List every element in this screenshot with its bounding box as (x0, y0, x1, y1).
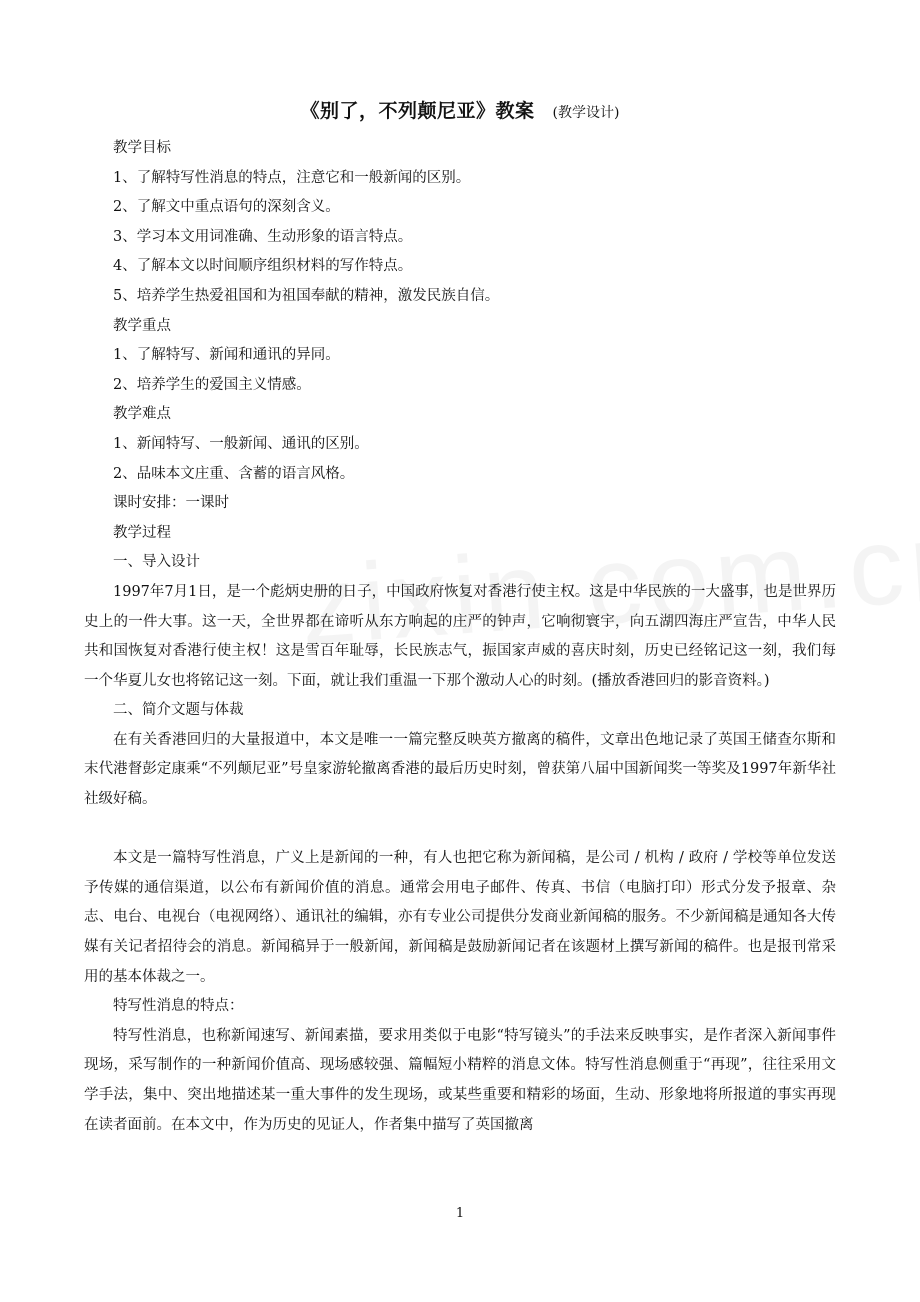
focus-item: 2、培养学生的爱国主义情感。 (113, 376, 311, 393)
genre-paragraph: 在有关香港回归的大量报道中，本文是唯一一篇完整反映英方撤离的稿件，文章出色地记录了英国王储查尔斯和末代港督彭定康乘“不列颠尼亚”号皇家游轮撤离香港的最后历史时刻，曾获第八届中国新闻奖一等奖及1997年新华社社级好稿。 (84, 731, 836, 808)
heading-teaching-goals: 教学目标 (113, 140, 171, 156)
goal-item: 4、了解本文以时间顺序组织材料的写作特点。 (113, 258, 413, 275)
title-row (0, 96, 920, 123)
difficulty-item: 1、新闻特写、一般新闻、通讯的区别。 (113, 435, 369, 452)
focus-item: 1、了解特写、新闻和通讯的异同。 (113, 347, 340, 364)
goal-item: 3、学习本文用词准确、生动形象的语言特点。 (113, 228, 413, 245)
goal-item: 5、培养学生热爱祖国和为祖国奉献的精神，激发民族自信。 (113, 287, 500, 304)
section-intro-heading: 一、导入设计 (113, 554, 200, 571)
document-body (84, 134, 836, 1140)
heading-teaching-difficulty: 教学难点 (113, 406, 171, 423)
goal-item: 1、了解特写性消息的特点，注意它和一般新闻的区别。 (113, 169, 471, 186)
section-genre-heading: 二、简介文题与体裁 (113, 702, 244, 719)
document-title: 《别了，不列颠尼亚》教案 (300, 100, 535, 122)
goal-item: 2、了解文中重点语句的深刻含义。 (113, 199, 340, 216)
feature-news-paragraph: 特写性消息，也称新闻速写、新闻素描，要求用类似于电影“特写镜头”的手法来反映事实，是作者深入新闻事件现场，采写制作的一种新闻价值高、现场感较强、篇幅短小精粹的消息文体。特写性消息侧重于“再现”，往往采用文学手法，集中、突出地描述某一重大事件的发生现场，或某些重要和精彩的场面，生动、形象地将所报道的事实再现在读者面前。在本文中，作为历史的见证人，作者集中描写了英国撤离 (84, 1027, 836, 1133)
heading-teaching-process: 教学过程 (113, 524, 171, 541)
page-number: 1 (455, 1206, 465, 1221)
press-release-paragraph: 本文是一篇特写性消息，广义上是新闻的一种，有人也把它称为新闻稿，是公司 / 机构 / 政府 / 学校等单位发送予传媒的通信渠道，以公布有新闻价值的消息。通常会用电子邮件、传真、书信（电脑打印）形式分发予报章、杂志、电台、电视台（电视网络）、通讯社的编辑，亦有专业公司提供分发商业新闻稿的服务。不少新闻稿是通知各大传媒有关记者招待会的消息。新闻稿异于一般新闻，新闻稿是鼓励新闻记者在该题材上撰写新闻的稿件。也是报刊常采用的基本体裁之一。 (84, 850, 836, 985)
intro-paragraph: 1997年7月1日，是一个彪炳史册的日子，中国政府恢复对香港行使主权。这是中华民族的一大盛事，也是世界历史上的一件大事。这一天，全世界都在谛听从东方响起的庄严的钟声，它响彻寰宇，向五湖四海庄严宣告，中华人民共和国恢复对香港行使主权！这是雪百年耻辱，长民族志气，振国家声威的喜庆时刻，历史已经铭记这一刻，我们每一个华夏儿女也将铭记这一刻。下面，就让我们重温一下那个激动人心的时刻。(播放香港回归的影音资料。) (84, 583, 836, 689)
document-subtitle: (教学设计) (552, 105, 620, 121)
difficulty-item: 2、品味本文庄重、含蓄的语言风格。 (113, 465, 355, 482)
heading-teaching-focus: 教学重点 (113, 317, 171, 334)
feature-news-heading: 特写性消息的特点： (113, 998, 244, 1015)
class-hours: 课时安排：一课时 (113, 495, 229, 512)
